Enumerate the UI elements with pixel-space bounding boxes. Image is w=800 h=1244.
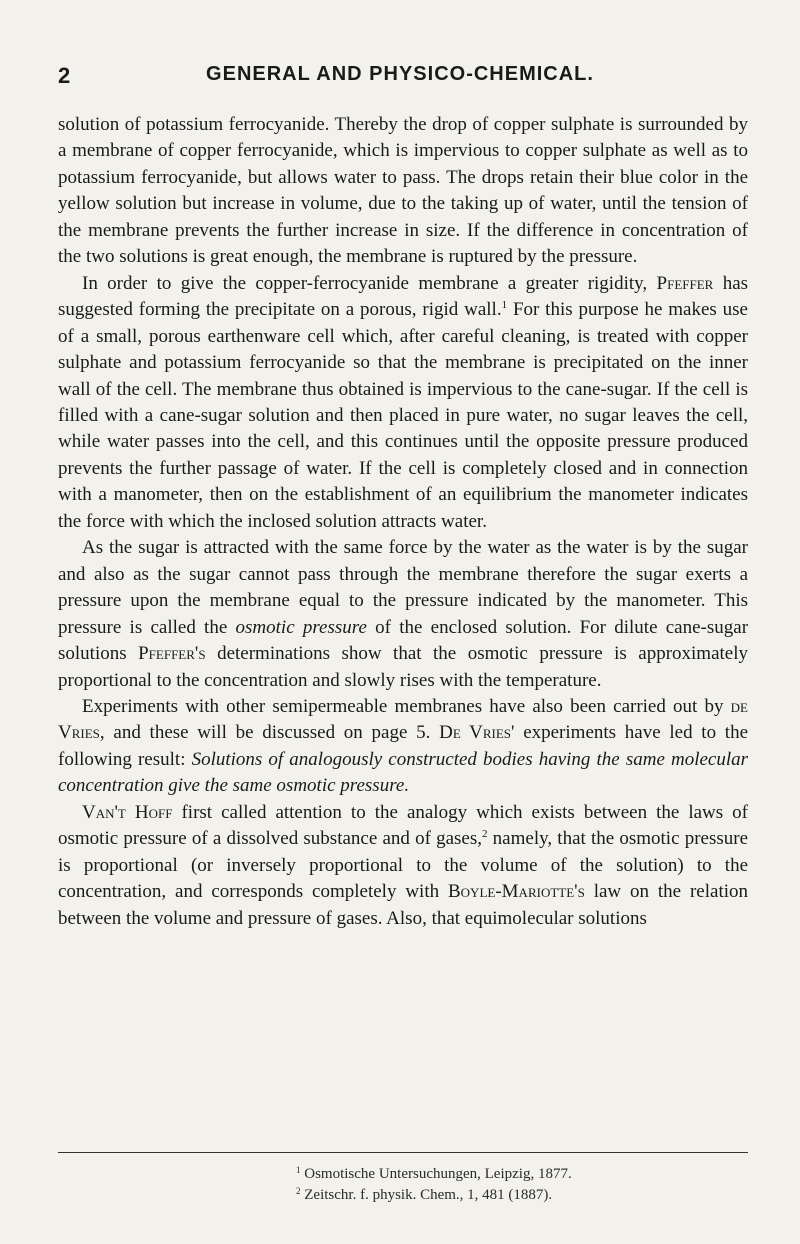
body-text (58, 112, 748, 932)
footnote-ref-2: 2 (481, 828, 488, 841)
paragraph-3: As the sugar is attracted with the same force by the water as the water is by the sugar and also as the sugar cannot pass through the membrane therefore the sugar exerts a pressure upon the membrane equal to the pressure indicated by the manometer. This pressure is called the osmotic pressure of the enclosed solution. For dilute cane-sugar solutions Pfeffer's determinations show that the osmotic pressure is approximately proportional to the concentration and slowly rises with the temperature. (58, 537, 749, 691)
footnote-1: $^1$ Osmotische Untersuchungen, Leipzig, 1877. (296, 1165, 572, 1182)
author-name-pfeffers: Pfeffer's (138, 643, 206, 665)
author-name-pfeffer: Pfeffer (656, 272, 714, 294)
footnote-divider (58, 1152, 748, 1153)
paragraph-1-text: solution of potassium ferrocyanide. Thereby the drop of copper sulphate is surrounded by a membrane of copper ferrocyanide, which is impervious to copper sulphate as well as to potassium ferrocyanide, but allows water to pass. The drops retain their blue color in the yellow solution but increase in volume, due to the taking up of water, until the tension of the membrane prevents the further increase in size. If the difference in concentration of the two solutions is great enough, the membrane is ruptured by the pressure. (58, 114, 748, 268)
paragraph-5: Van't Hoff first called attention to the analogy which exists between the laws of osmotic pressure of a dissolved substance and of gases,$^2$ namely, that the osmotic pressure is proportional (or inversely proportional to the volume of the solution) to the concentration, and corresponds completely with Boyle-Mariotte's law on the relation between the volume and pressure of gases. Also, that equimolecular solutions (58, 801, 749, 929)
paragraph-2: In order to give the copper-ferrocyanide membrane a greater rigidity, Pfeffer has suggested forming the precipitate on a porous, rigid wall.$^1$ For this purpose he makes use of a small, porous earthenware cell which, after careful cleaning, is treated with copper sulphate and potassium ferrocyanide so that the membrane is precipitated on the inner wall of the cell. The membrane thus obtained is impervious to the cane-sugar. If the cell is filled with a cane-sugar solution and then placed in pure water, no sugar leaves the cell, while water passes into the cell, and this continues until the opposite pressure produced prevents the further passage of water. If the cell is completely closed and in connection with a manometer, then on the establishment of an equilibrium the manometer indicates the force with which the inclosed solution attracts water. (58, 272, 749, 532)
author-name-de-vries: de Vries (58, 695, 748, 744)
author-name-de-vries-possessive: De Vries' (439, 722, 515, 744)
page-header (0, 63, 800, 93)
term-osmotic-pressure: osmotic pressure (235, 616, 367, 638)
footnote-2: $^2$ Zeitschr. f. physik. Chem., 1, 481 (1887). (296, 1186, 553, 1203)
law-name-boyle-mariotte: Boyle-Mariotte's (448, 881, 585, 903)
author-name-vant-hoff: Van't Hoff (82, 801, 173, 823)
paragraph-4: Experiments with other semipermeable membranes have also been carried out by de Vries, and these will be discussed on page 5. De Vries' experiments have led to the following result: Solutions of analogously constructed bodies having the same molecular concentration give the same osmotic pressure. (58, 695, 749, 797)
footnote-ref-1: 1 (501, 299, 508, 312)
footnotes (296, 1164, 572, 1206)
paragraph-1 (58, 112, 748, 271)
running-title: GENERAL AND PHYSICO-CHEMICAL. (206, 63, 594, 85)
page-number: 2 (58, 63, 71, 88)
result-statement: Solutions of analogously constructed bodies having the same molecular concentration give the same osmotic pressure. (58, 748, 749, 797)
